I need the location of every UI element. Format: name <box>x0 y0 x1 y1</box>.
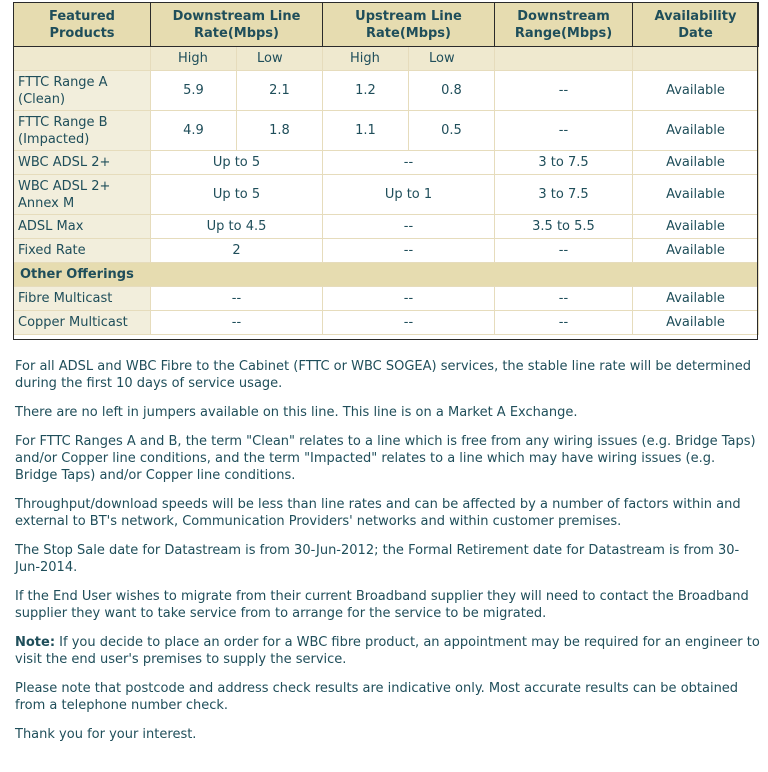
table-row <box>14 71 759 111</box>
notes-section <box>15 358 760 755</box>
up-high-value: 1.1 <box>323 111 409 151</box>
availability-value: Available <box>633 287 759 311</box>
broadband-availability-table-wrap <box>13 2 758 335</box>
subheader-down-low: Low <box>237 47 323 71</box>
subheader-empty <box>633 47 759 71</box>
downstream-value: 2 <box>151 239 323 263</box>
header-upstream-rate: Upstream Line Rate(Mbps) <box>323 3 495 47</box>
down-high-value: 4.9 <box>151 111 237 151</box>
availability-value: Available <box>633 175 759 215</box>
header-downstream-range: Downstream Range(Mbps) <box>495 3 633 47</box>
note-paragraph: If the End User wishes to migrate from their current Broadband supplier they will need to contact the Broadband supplier they want to take service from to arrange for the service to be migrated. <box>15 589 749 621</box>
header-featured-products: Featured Products <box>14 3 151 47</box>
table-row <box>14 311 759 335</box>
product-name: Fibre Multicast <box>14 287 151 311</box>
note-paragraph: Throughput/download speeds will be less than line rates and can be affected by a number of factors within and external to BT's network, Communication Providers' networks and within customer premises. <box>15 497 741 529</box>
product-name: FTTC Range A (Clean) <box>14 71 151 111</box>
subheader-empty <box>495 47 633 71</box>
product-name: Fixed Rate <box>14 239 151 263</box>
downstream-value: -- <box>151 311 323 335</box>
product-name: WBC ADSL 2+ Annex M <box>14 175 151 215</box>
subheader-up-low: Low <box>409 47 495 71</box>
product-name: WBC ADSL 2+ <box>14 151 151 175</box>
range-value: -- <box>495 311 633 335</box>
range-value: -- <box>495 287 633 311</box>
upstream-value: Up to 1 <box>323 175 495 215</box>
availability-value: Available <box>633 311 759 335</box>
product-name: FTTC Range B (Impacted) <box>14 111 151 151</box>
range-value: -- <box>495 239 633 263</box>
section-row <box>14 263 759 287</box>
table-row <box>14 287 759 311</box>
product-name: Copper Multicast <box>14 311 151 335</box>
note-paragraph: For FTTC Ranges A and B, the term "Clean" relates to a line which is free from any wiring issues (e.g. Bridge Taps) and/or Copper line conditions, and the term "Impacted" relates to a line which may have wiring issues (e.g. Bridge Taps) and/or Copper line conditions. <box>15 434 756 483</box>
upstream-value: -- <box>323 215 495 239</box>
subheader-row <box>14 47 759 71</box>
upstream-value: -- <box>323 239 495 263</box>
header-downstream-rate: Downstream Line Rate(Mbps) <box>151 3 323 47</box>
downstream-value: Up to 5 <box>151 175 323 215</box>
section-title: Other Offerings <box>14 263 759 287</box>
range-value: 3 to 7.5 <box>495 175 633 215</box>
downstream-value: -- <box>151 287 323 311</box>
note-paragraph: Please note that postcode and address check results are indicative only. Most accurate results can be obtained from a telephone number check. <box>15 681 739 713</box>
availability-value: Available <box>633 111 759 151</box>
note-paragraph: The Stop Sale date for Datastream is from 30-Jun-2012; the Formal Retirement date for Datastream is from 30-Jun-2014. <box>15 543 740 575</box>
range-value: 3.5 to 5.5 <box>495 215 633 239</box>
upstream-value: -- <box>323 151 495 175</box>
table-row <box>14 239 759 263</box>
downstream-value: Up to 4.5 <box>151 215 323 239</box>
subheader-down-high: High <box>151 47 237 71</box>
up-low-value: 0.5 <box>409 111 495 151</box>
down-low-value: 2.1 <box>237 71 323 111</box>
up-low-value: 0.8 <box>409 71 495 111</box>
range-value: -- <box>495 111 633 151</box>
note-paragraph: Thank you for your interest. <box>15 727 197 742</box>
upstream-value: -- <box>323 311 495 335</box>
downstream-value: Up to 5 <box>151 151 323 175</box>
header-availability-date: Availability Date <box>633 3 759 47</box>
broadband-availability-table <box>13 2 759 335</box>
down-low-value: 1.8 <box>237 111 323 151</box>
up-high-value: 1.2 <box>323 71 409 111</box>
note-paragraph: For all ADSL and WBC Fibre to the Cabinet (FTTC or WBC SOGEA) services, the stable line rate will be determined during the first 10 days of service usage. <box>15 359 751 391</box>
availability-value: Available <box>633 215 759 239</box>
note-paragraph-appointment <box>15 634 760 668</box>
availability-value: Available <box>633 151 759 175</box>
table-row <box>14 111 759 151</box>
range-value: -- <box>495 71 633 111</box>
product-name: ADSL Max <box>14 215 151 239</box>
table-row <box>14 151 759 175</box>
upstream-value: -- <box>323 287 495 311</box>
subheader-up-high: High <box>323 47 409 71</box>
table-row <box>14 175 759 215</box>
subheader-empty <box>14 47 151 71</box>
availability-value: Available <box>633 239 759 263</box>
note-text: If you decide to place an order for a WBC fibre product, an appointment may be required for an engineer to visit the end user's premises to supply the service. <box>15 635 760 667</box>
note-label: Note: <box>15 635 56 650</box>
availability-value: Available <box>633 71 759 111</box>
range-value: 3 to 7.5 <box>495 151 633 175</box>
header-row <box>14 3 759 47</box>
table-row <box>14 215 759 239</box>
down-high-value: 5.9 <box>151 71 237 111</box>
note-paragraph: There are no left in jumpers available on this line. This line is on a Market A Exchange. <box>15 405 578 420</box>
